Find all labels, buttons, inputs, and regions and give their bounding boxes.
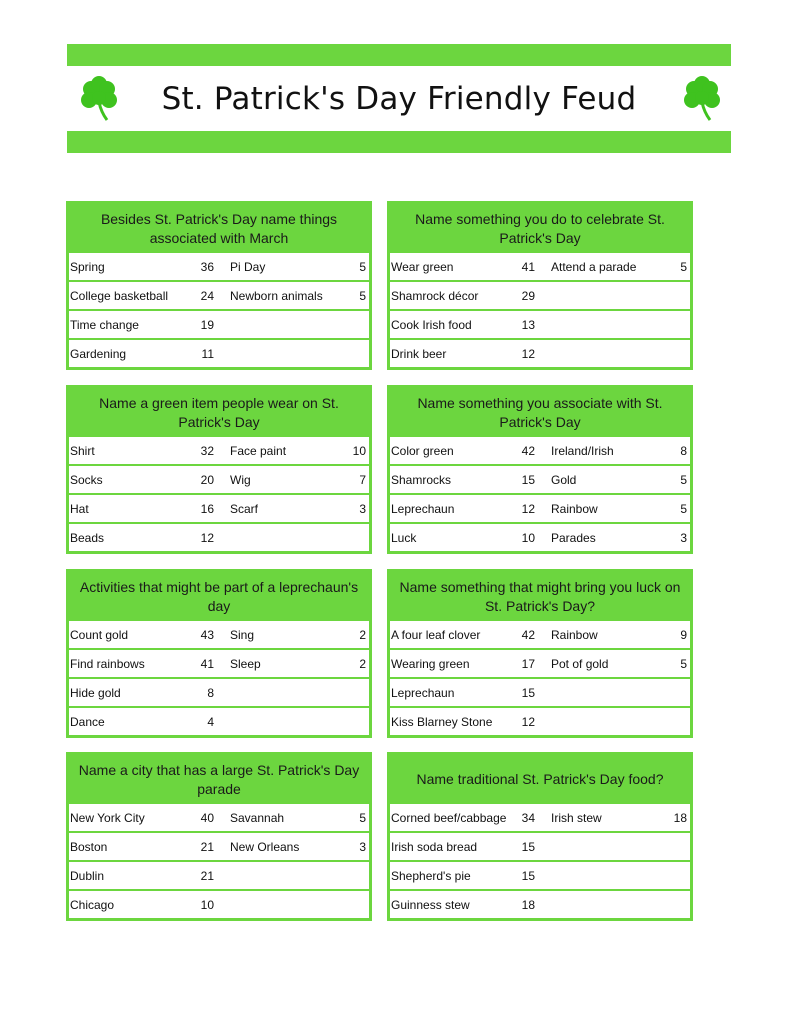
header-bar-top xyxy=(67,44,731,66)
answer-row xyxy=(390,648,690,677)
answer-points: 18 xyxy=(673,810,687,825)
answer-row xyxy=(390,804,690,831)
answer-text: Spring xyxy=(70,259,105,274)
answer-text: Color green xyxy=(391,443,454,458)
question-card xyxy=(387,569,693,738)
answer-list xyxy=(69,253,369,367)
answer-text: Guinness stew xyxy=(391,897,470,912)
answer-list xyxy=(69,437,369,551)
answer-text: Irish stew xyxy=(551,810,602,825)
answer-text: A four leaf clover xyxy=(391,627,481,642)
answer-text: New York City xyxy=(70,810,145,825)
answer-list xyxy=(69,804,369,918)
answer-text: Gardening xyxy=(70,346,127,361)
answer-points: 2 xyxy=(359,627,366,642)
answer-points: 12 xyxy=(521,714,535,729)
answer-text: Wear green xyxy=(391,259,454,274)
answer-text: Hat xyxy=(70,501,89,516)
question-text: Name traditional St. Patrick's Day food? xyxy=(390,755,690,804)
answer-points: 12 xyxy=(200,530,214,545)
answer-text: Find rainbows xyxy=(70,656,145,671)
answer-row xyxy=(390,253,690,280)
answer-text: Corned beef/cabbage xyxy=(391,810,507,825)
answer-text: Count gold xyxy=(70,627,129,642)
answer-row xyxy=(390,309,690,338)
answer-text: Newborn animals xyxy=(230,288,323,303)
answer-points: 3 xyxy=(359,839,366,854)
answer-points: 5 xyxy=(359,288,366,303)
answer-points: 9 xyxy=(680,627,687,642)
answer-points: 8 xyxy=(207,685,214,700)
answer-text: Attend a parade xyxy=(551,259,637,274)
answer-text: Hide gold xyxy=(70,685,121,700)
answer-points: 42 xyxy=(521,443,535,458)
answer-row xyxy=(69,677,369,706)
answer-row xyxy=(69,860,369,889)
answer-text: Chicago xyxy=(70,897,115,912)
answer-points: 8 xyxy=(680,443,687,458)
question-text: Besides St. Patrick's Day name things associated with March xyxy=(69,204,369,253)
answer-points: 10 xyxy=(521,530,535,545)
answer-points: 4 xyxy=(207,714,214,729)
answer-points: 42 xyxy=(521,627,535,642)
answer-text: Time change xyxy=(70,317,139,332)
answer-text: Parades xyxy=(551,530,596,545)
answer-row xyxy=(390,522,690,551)
answer-points: 17 xyxy=(521,656,535,671)
answer-list xyxy=(390,621,690,735)
question-card xyxy=(66,385,372,554)
answer-points: 15 xyxy=(521,868,535,883)
answer-points: 7 xyxy=(359,472,366,487)
shamrock-icon xyxy=(680,76,724,122)
question-card xyxy=(387,385,693,554)
answer-row xyxy=(390,860,690,889)
answer-points: 2 xyxy=(359,656,366,671)
answer-row xyxy=(69,831,369,860)
answer-row xyxy=(69,309,369,338)
answer-text: Socks xyxy=(70,472,103,487)
answer-points: 10 xyxy=(352,443,366,458)
answer-row xyxy=(69,522,369,551)
answer-points: 10 xyxy=(200,897,214,912)
answer-points: 34 xyxy=(521,810,535,825)
answer-points: 15 xyxy=(521,685,535,700)
answer-points: 3 xyxy=(359,501,366,516)
answer-text: Leprechaun xyxy=(391,685,455,700)
answer-list xyxy=(69,621,369,735)
answer-text: Shepherd's pie xyxy=(391,868,471,883)
answer-points: 13 xyxy=(521,317,535,332)
answer-points: 21 xyxy=(200,839,214,854)
answer-points: 36 xyxy=(200,259,214,274)
answer-points: 5 xyxy=(680,501,687,516)
question-card xyxy=(66,201,372,370)
answer-text: Face paint xyxy=(230,443,287,458)
answer-text: Cook Irish food xyxy=(391,317,472,332)
answer-row xyxy=(390,493,690,522)
answer-points: 12 xyxy=(521,501,535,516)
question-text: Name something you associate with St. Patrick's Day xyxy=(390,388,690,437)
answer-text: Rainbow xyxy=(551,501,598,516)
answer-row xyxy=(390,621,690,648)
question-text: Name a city that has a large St. Patrick's Day parade xyxy=(69,755,369,804)
answer-text: Luck xyxy=(391,530,417,545)
answer-points: 41 xyxy=(521,259,535,274)
answer-row xyxy=(390,677,690,706)
answer-points: 16 xyxy=(200,501,214,516)
question-card xyxy=(387,752,693,921)
answer-text: College basketball xyxy=(70,288,169,303)
answer-points: 5 xyxy=(359,259,366,274)
answer-text: Dance xyxy=(70,714,105,729)
page-title: St. Patrick's Day Friendly Feud xyxy=(161,80,637,117)
answer-row xyxy=(390,831,690,860)
answer-text: Sing xyxy=(230,627,255,642)
answer-points: 12 xyxy=(521,346,535,361)
answer-row xyxy=(69,493,369,522)
question-text: Name something that might bring you luck on St. Patrick's Day? xyxy=(390,572,690,621)
answer-text: Shirt xyxy=(70,443,95,458)
answer-text: Savannah xyxy=(230,810,285,825)
question-text: Name something you do to celebrate St. Patrick's Day xyxy=(390,204,690,253)
answer-text: Wearing green xyxy=(391,656,470,671)
answer-text: Ireland/Irish xyxy=(551,443,614,458)
answer-points: 5 xyxy=(680,472,687,487)
answer-points: 20 xyxy=(200,472,214,487)
answer-points: 41 xyxy=(200,656,214,671)
answer-points: 43 xyxy=(200,627,214,642)
answer-points: 15 xyxy=(521,839,535,854)
answer-row xyxy=(390,889,690,918)
answer-text: Boston xyxy=(70,839,108,854)
answer-points: 5 xyxy=(359,810,366,825)
answer-row xyxy=(69,706,369,735)
answer-points: 5 xyxy=(680,656,687,671)
question-card xyxy=(66,569,372,738)
answer-text: Rainbow xyxy=(551,627,598,642)
answer-points: 18 xyxy=(521,897,535,912)
answer-row xyxy=(69,464,369,493)
answer-text: Sleep xyxy=(230,656,261,671)
answer-points: 40 xyxy=(200,810,214,825)
answer-row xyxy=(390,280,690,309)
answer-text: Leprechaun xyxy=(391,501,455,516)
answer-row xyxy=(390,437,690,464)
answer-row xyxy=(69,889,369,918)
answer-text: Gold xyxy=(551,472,577,487)
answer-points: 11 xyxy=(201,346,214,361)
answer-row xyxy=(69,437,369,464)
answer-row xyxy=(69,280,369,309)
answer-row xyxy=(69,338,369,367)
answer-points: 32 xyxy=(200,443,214,458)
answer-points: 15 xyxy=(521,472,535,487)
answer-text: Drink beer xyxy=(391,346,447,361)
answer-row xyxy=(69,804,369,831)
answer-text: Shamrock décor xyxy=(391,288,479,303)
answer-text: Pot of gold xyxy=(551,656,609,671)
answer-row xyxy=(390,338,690,367)
answer-row xyxy=(69,621,369,648)
question-text: Activities that might be part of a leprechaun's day xyxy=(69,572,369,621)
answer-text: Dublin xyxy=(70,868,105,883)
answer-row xyxy=(390,464,690,493)
answer-points: 3 xyxy=(680,530,687,545)
question-card xyxy=(387,201,693,370)
answer-points: 21 xyxy=(200,868,214,883)
answer-list xyxy=(390,253,690,367)
answer-row xyxy=(390,706,690,735)
answer-text: Kiss Blarney Stone xyxy=(391,714,493,729)
answer-row xyxy=(69,648,369,677)
answer-text: New Orleans xyxy=(230,839,300,854)
answer-text: Shamrocks xyxy=(391,472,452,487)
question-text: Name a green item people wear on St. Patrick's Day xyxy=(69,388,369,437)
answer-text: Irish soda bread xyxy=(391,839,478,854)
answer-list xyxy=(390,437,690,551)
answer-text: Wig xyxy=(230,472,251,487)
answer-points: 5 xyxy=(680,259,687,274)
answer-text: Scarf xyxy=(230,501,259,516)
answer-row xyxy=(69,253,369,280)
answer-text: Beads xyxy=(70,530,105,545)
answer-list xyxy=(390,804,690,918)
answer-points: 19 xyxy=(200,317,214,332)
answer-points: 24 xyxy=(200,288,214,303)
answer-text: Pi Day xyxy=(230,259,266,274)
header-bar-bottom xyxy=(67,131,731,153)
answer-points: 29 xyxy=(521,288,535,303)
question-card xyxy=(66,752,372,921)
